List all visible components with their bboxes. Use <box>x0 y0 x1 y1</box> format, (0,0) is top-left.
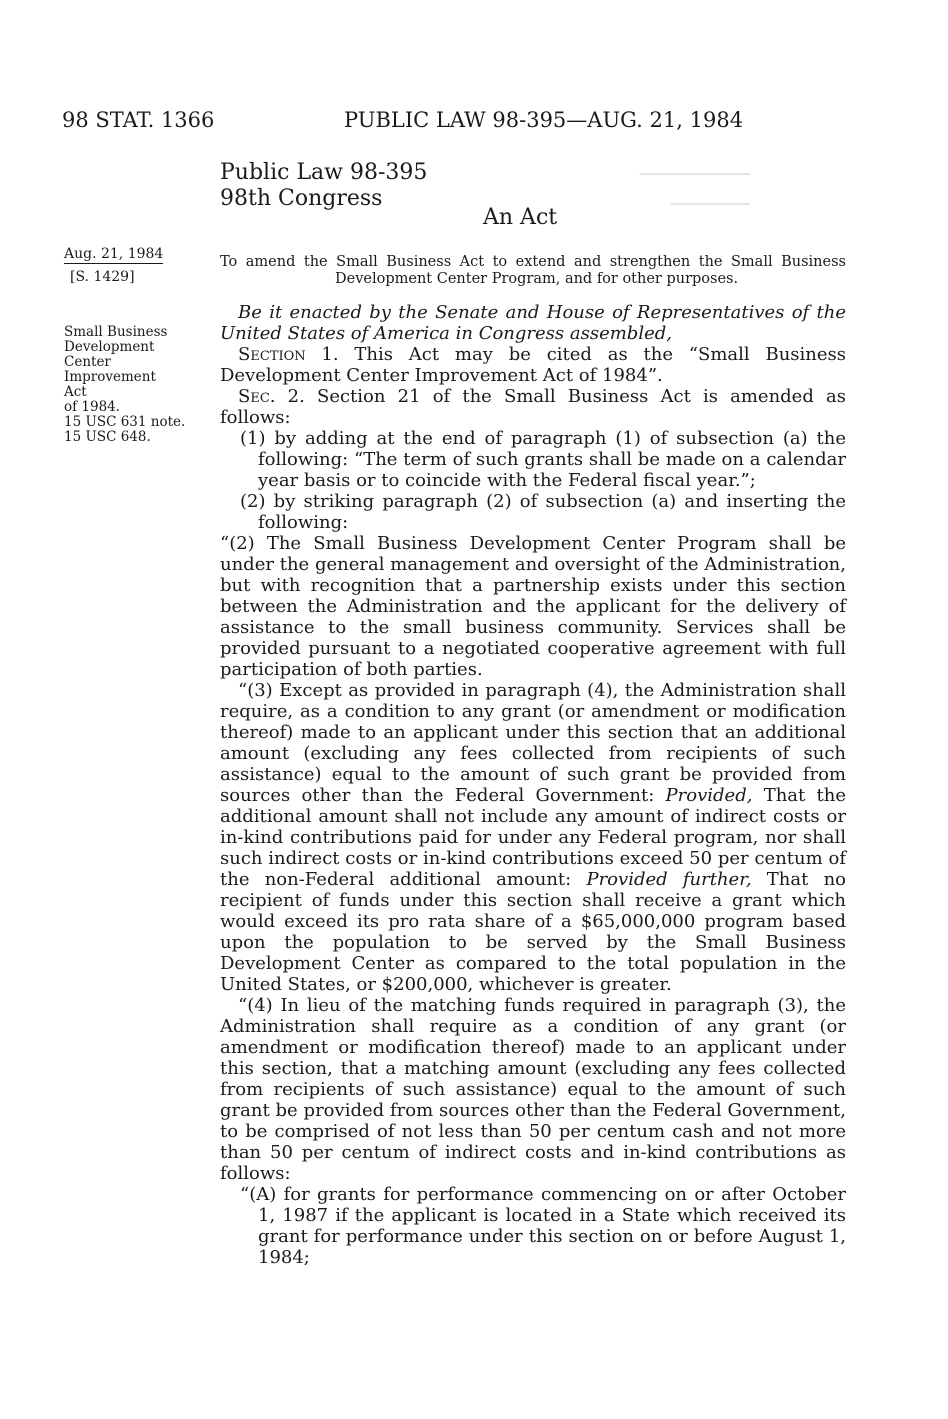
margin-note-line: 15 USC 648. <box>64 429 151 445</box>
margin-note-line: Center <box>64 354 111 370</box>
margin-note-line: Small Business <box>64 324 168 340</box>
proviso-provided-further: Provided further, <box>586 869 752 890</box>
section-1 <box>220 344 846 386</box>
purpose-statement <box>220 254 846 288</box>
section-2 <box>220 386 846 428</box>
margin-note-line: Act <box>64 384 87 400</box>
amendment-item-2: (2) by striking paragraph (2) of subsection (a) and inserting the following: <box>240 491 846 533</box>
margin-note-line: Improvement <box>64 369 156 385</box>
enactment-date: Aug. 21, 1984 <box>64 246 164 262</box>
section-1-text: 1. This Act may be cited as the “Small Business Development Center Improvement Act of 1984”. <box>220 344 846 386</box>
paragraph-3-part-a: “(3) Except as provided in paragraph (4), the Administration shall require, as a condition to any grant (or amendment or modification thereof) made to an applicant under this section that an additional amount (excluding any fees collected from recipients of such assistance) equal to the amount of such grant be provided from sources other than the Federal Government: <box>220 680 846 806</box>
paragraph-3 <box>220 680 846 995</box>
enacting-clause: Be it enacted by the Senate and House of Representatives of the United States of America in Congress assembled, <box>220 302 846 344</box>
proviso-provided: Provided, <box>665 785 753 806</box>
running-header <box>62 108 852 138</box>
margin-note-line: Development <box>64 339 155 355</box>
public-law-number: Public Law 98-395 <box>220 160 428 185</box>
act-body <box>220 302 846 1268</box>
purpose-line-2: Development Center Program, and for other purposes. <box>335 271 739 287</box>
margin-date-block <box>64 247 204 285</box>
subparagraph-4-A: “(A) for grants for performance commencing on or after October 1, 1987 if the applicant is located in a State which received its grant for performance under this section on or before August 1, 1984; <box>240 1184 846 1268</box>
margin-note-line: of 1984. <box>64 399 121 415</box>
law-title <box>220 160 427 212</box>
bill-number: [S. 1429] <box>70 269 135 285</box>
section-2-label: Sec. <box>238 386 276 407</box>
law-date-heading: PUBLIC LAW 98-395—AUG. 21, 1984 <box>344 108 744 132</box>
stat-page-number: 98 STAT. 1366 <box>62 108 215 132</box>
margin-notes <box>64 325 204 445</box>
purpose-line-1: To amend the Small Business Act to extend and strengthen the Small Business <box>220 254 846 270</box>
paragraph-3-part-b: That the additional amount shall not include any amount of indirect costs or in-kind contributions paid for under any Federal program, nor shall such indirect costs or in-kind contributions exceed 50 per centum of the non-Federal additional amount: <box>220 785 846 890</box>
margin-note-line: 15 USC 631 note. <box>64 414 186 430</box>
paragraph-3-part-c: That no recipient of funds under this section shall receive a grant which would exceed its pro rata share of a $65,000,000 program based upon the population to be served by the Small Business Development Center as compared to the total population in the United States, or $200,000, whichever is greater. <box>220 869 846 995</box>
bleed-through-text: ─────── ───── <box>640 160 750 220</box>
congress-number: 98th Congress <box>220 186 383 211</box>
paragraph-4: “(4) In lieu of the matching funds required in paragraph (3), the Administration shall require as a condition of any grant (or amendment or modification thereof) made to an applicant under this section, that a matching amount (excluding any fees collected from recipients of such assistance) equal to the amount of such grant be provided from sources other than the Federal Government, to be comprised of not less than 50 per centum cash and not more than 50 per centum of indirect costs and in-kind contributions as follows: <box>220 995 846 1184</box>
an-act-heading: An Act <box>483 205 558 230</box>
amendment-item-1: (1) by adding at the end of paragraph (1) of subsection (a) the following: “The term of such grants shall be made on a calendar year basis or to coincide with the Federal fiscal year.”; <box>240 428 846 491</box>
section-2-text: 2. Section 21 of the Small Business Act is amended as follows: <box>220 386 846 428</box>
section-1-label: Section <box>238 344 306 365</box>
paragraph-2: “(2) The Small Business Development Center Program shall be under the general management and oversight of the Administration, but with recognition that a partnership exists under this section between the Administration and the applicant for the delivery of assistance to the small business community. Services shall be provided pursuant to a negotiated cooperative agreement with full participation of both parties. <box>220 533 846 680</box>
